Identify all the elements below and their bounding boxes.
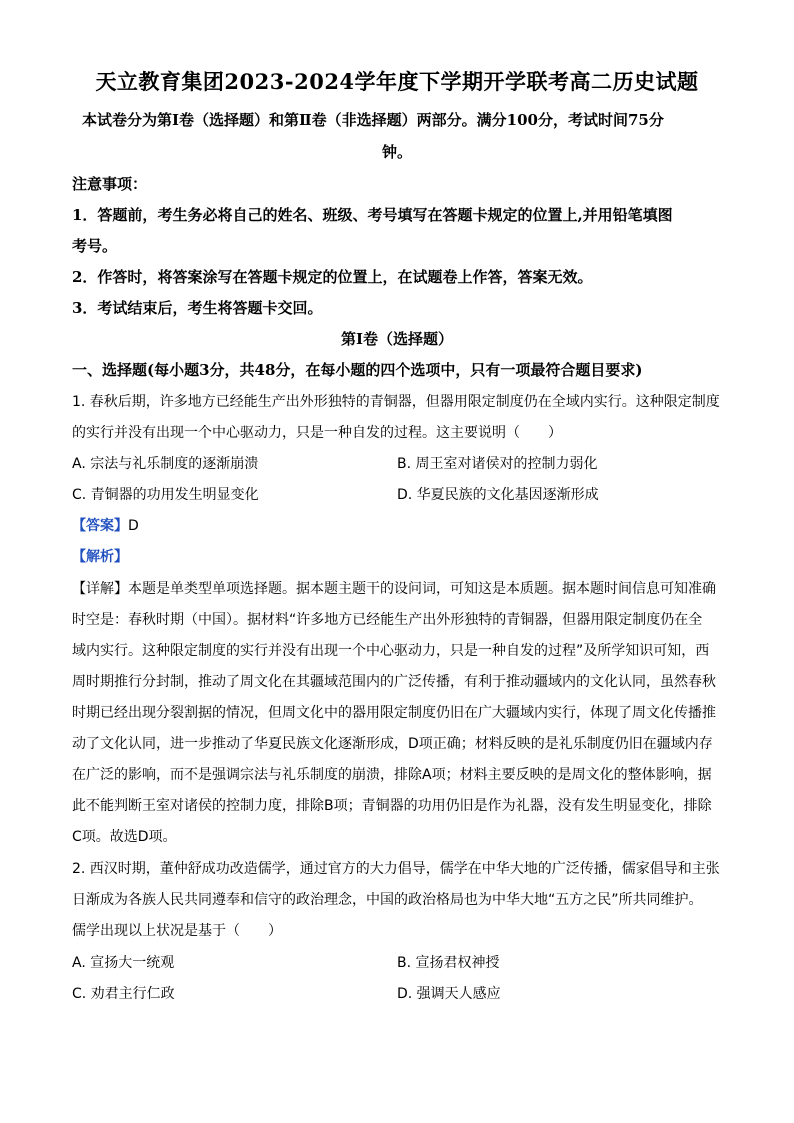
q2-option-b: B. 宣扬君权神授	[397, 955, 500, 971]
q1-option-c: C. 青铜器的功用发生明显变化	[72, 487, 259, 503]
notice-item-1: 1．答题前，考生务必将自己的姓名、班级、考号填写在答题卡规定的位置上,并用铅笔填图	[72, 206, 673, 224]
q1-option-b: B. 周王室对诸侯对的控制力弱化	[397, 456, 598, 472]
analysis-tag: 【解析】	[72, 549, 128, 565]
notice-item-1-cont: 考号。	[72, 237, 118, 255]
q2-stem-line-3: 儒学出现以上状况是基于（ ）	[72, 923, 282, 939]
q1-detail-line-4: 周时期推行分封制，推动了周文化在其疆域范围内的广泛传播，有利于推动疆域内的文化认同，虽然春秋	[72, 674, 716, 690]
q1-detail-line-3: 域内实行。这种限定制度的实行并没有出现一个中心驱动力，只是一种自发的过程”及所学知识可知，西	[72, 643, 710, 659]
q1-detail-line-6: 动了文化认同，进一步推动了华夏民族文化逐渐形成，D项正确；材料反映的是礼乐制度仍旧在疆域内存	[72, 736, 713, 752]
intro-line-2: 钟。	[381, 143, 412, 161]
answer-tag: 【答案】	[72, 518, 128, 534]
q1-answer	[72, 515, 722, 535]
q1-detail-line-5: 时期已经出现分裂割据的情况，但周文化中的器用限定制度仍旧在广大疆域内实行，体现了周文化传播推	[72, 705, 716, 721]
q2-stem-line-2: 日渐成为各族人民共同遵奉和信守的政治理念，中国的政治格局也为中华大地“五方之民”所共同维护。	[72, 892, 703, 908]
part-heading: 一、选择题(每小题3分，共48分，在每小题的四个选项中，只有一项最符合题目要求)	[72, 361, 643, 379]
q2-stem-line-1: 2. 西汉时期，董仲舒成功改造儒学，通过官方的大力倡导，儒学在中华大地的广泛传播，儒家倡导和主张	[72, 861, 720, 877]
q2-option-d: D. 强调天人感应	[397, 986, 501, 1002]
q1-detail-line-7: 在广泛的影响，而不是强调宗法与礼乐制度的崩溃，排除A项；材料主要反映的是周文化的整体影响，据	[72, 767, 712, 783]
q2-option-a: A. 宣扬大一统观	[72, 955, 175, 971]
q1-detail-line-8: 此不能判断王室对诸侯的控制力度，排除B项；青铜器的功用仍旧是作为礼器，没有发生明显变化，排除	[72, 798, 712, 814]
intro-line-1: 本试卷分为第Ⅰ卷（选择题）和第Ⅱ卷（非选择题）两部分。满分100分，考试时间75分	[82, 111, 664, 129]
q1-option-d: D. 华夏民族的文化基因逐渐形成	[397, 487, 599, 503]
q2-option-c: C. 劝君主行仁政	[72, 986, 175, 1002]
page-title: 天立教育集团2023-2024学年度下学期开学联考高二历史试题	[95, 69, 699, 94]
q1-analysis	[72, 546, 722, 566]
q1-detail-line-2: 时空是：春秋时期（中国）。据材料“许多地方已经能生产出外形独特的青铜器，但器用限定制度仍在全	[72, 612, 703, 628]
section-title: 第Ⅰ卷（选择题）	[340, 330, 454, 348]
q1-stem-line-1: 1. 春秋后期，许多地方已经能生产出外形独特的青铜器，但器用限定制度仍在全域内实行。这种限定制度	[72, 394, 720, 410]
q1-option-a: A. 宗法与礼乐制度的逐渐崩溃	[72, 456, 259, 472]
notice-item-3: 3．考试结束后，考生将答题卡交回。	[72, 299, 323, 317]
answer-value: D	[128, 518, 139, 534]
notice-item-2: 2．作答时，将答案涂写在答题卡规定的位置上，在试题卷上作答，答案无效。	[72, 268, 593, 286]
notice-heading: 注意事项：	[72, 175, 148, 193]
q1-detail-line-1: 【详解】本题是单类型单项选择题。据本题主题干的设问词，可知这是本质题。据本题时间信息可知准确	[72, 581, 716, 597]
q1-detail-line-9: C项。故选D项。	[72, 829, 177, 845]
q1-stem-line-2: 的实行并没有出现一个中心驱动力，只是一种自发的过程。这主要说明（ ）	[72, 425, 562, 441]
